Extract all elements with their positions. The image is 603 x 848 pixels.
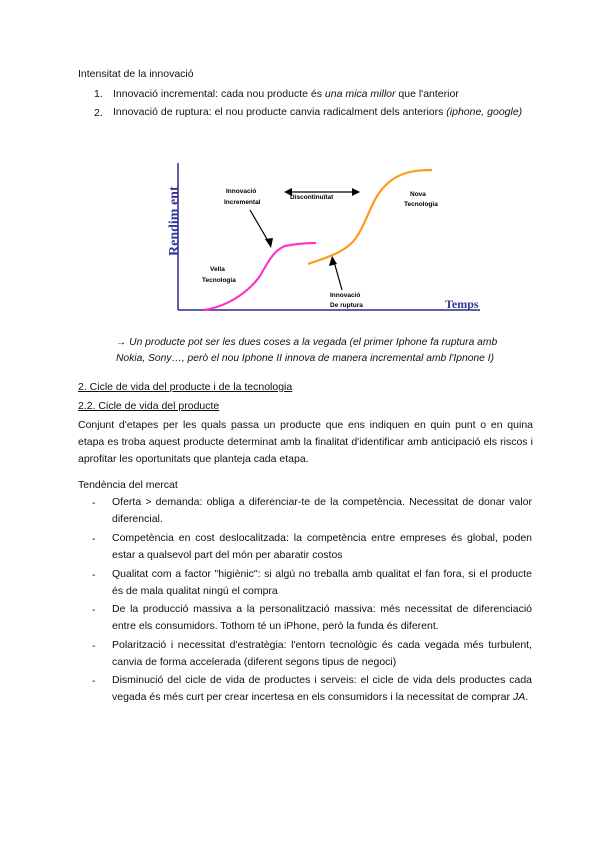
list-item-1 [113,87,459,101]
bullet-marker-3: - [92,569,96,581]
list-number-2: 2. [94,107,103,119]
arrow-discontinuitat-right [352,188,360,196]
bullet-marker-1: - [92,497,96,509]
bullet-item-6-text: Disminució del cicle de vida de productes i serveis: el cicle de vida dels productes cada vegada és més curt per crear incertesa en els consumidors i la necessitat de comprar [112,674,532,703]
section-2-2-title: 2.2. Cicle de vida del producte [78,400,220,412]
section-2-title: 2. Cicle de vida del producte i de la tecnologia [78,381,293,393]
list-item-1-text: Innovació incremental: cada nou producte és [113,88,325,100]
label-incremental-2: Incremental [224,199,261,206]
list-item-1-tail: que l'anterior [395,88,459,100]
bullet-item-1: Oferta > demanda: obliga a diferenciar-te de la competència. Necessitat de donar valor diferencial. [112,496,532,525]
label-discontinuitat: Discontinuïtat [290,194,334,201]
label-incremental-1: Innovació [226,188,257,195]
chart-ylabel: Rendim ent [167,186,182,256]
label-ruptura-1: Innovació [330,292,361,299]
bullet-item-4: De la producció massiva a la personalització massiva: més necessitat de diferenciació entre els consumidors. Tothom té un iPhone, però la funda és diferent. [112,603,532,632]
bullet-marker-2: - [92,533,96,545]
note-line-1: → Un producte pot ser les dues coses a la vegada (el primer Iphone fa ruptura amb [116,337,498,348]
bullet-item-2: Competència en cost deslocalitzada: la competència entre empreses és global, poden estar a qualsevol part del món per abaratir costos [112,532,532,561]
chart-xlabel: Temps [445,297,479,311]
list-item-2 [113,104,533,121]
bullet-item-3: Qualitat com a factor "higiènic": si algú no treballa amb qualitat el fan fora, si el producte és de mala qualitat ningú el compra [112,568,532,597]
note-line-2: Nokia, Sony…, però el nou Iphone II innova de manera incremental amb l'Ipnone I) [116,353,495,364]
heading-intensitat: Intensitat de la innovació [78,68,194,80]
label-vella-1: Vella [210,266,225,273]
bullet-marker-6: - [92,675,96,687]
arrow-ruptura-head [329,256,337,266]
bullet-item-6-tail: . [525,691,529,703]
label-nova-2: Tecnologia [404,201,438,208]
list-number-1: 1. [94,88,103,100]
chart-curve-new-technology [308,170,432,264]
paragraph-cicle: Conjunt d'etapes per les quals passa un producte que ens indiquen en quin punt o en quina etapa es troba aquest producte determinat amb la finalitat d'identificar amb anticipació els riscos i aprofitar les oportunitats que planteja cada etapa. [78,419,533,465]
label-ruptura-2: De ruptura [330,302,363,309]
list-item-2-text: Innovació de ruptura: el nou producte canvia radicalment dels anteriors [113,106,447,118]
bullet-item-6 [112,672,532,706]
tendencia-title: Tendència del mercat [78,479,178,491]
innovation-chart [160,158,490,318]
list-item-1-emphasis: una mica millor [324,88,396,100]
label-vella-2: Tecnologia [202,277,236,284]
arrow-incremental-head [265,238,273,248]
label-nova-1: Nova [410,191,426,198]
bullet-item-6-emphasis: JA [512,691,526,703]
bullet-item-5: Polarització i necessitat d'estratègia: l'entorn tecnològic és cada vegada més turbulent, canvia de forma accelerada (diferent segons tipus de negoci) [112,639,532,668]
list-item-2-emphasis: (iphone, google) [446,106,523,118]
bullet-marker-5: - [92,640,96,652]
bullet-marker-4: - [92,604,96,616]
